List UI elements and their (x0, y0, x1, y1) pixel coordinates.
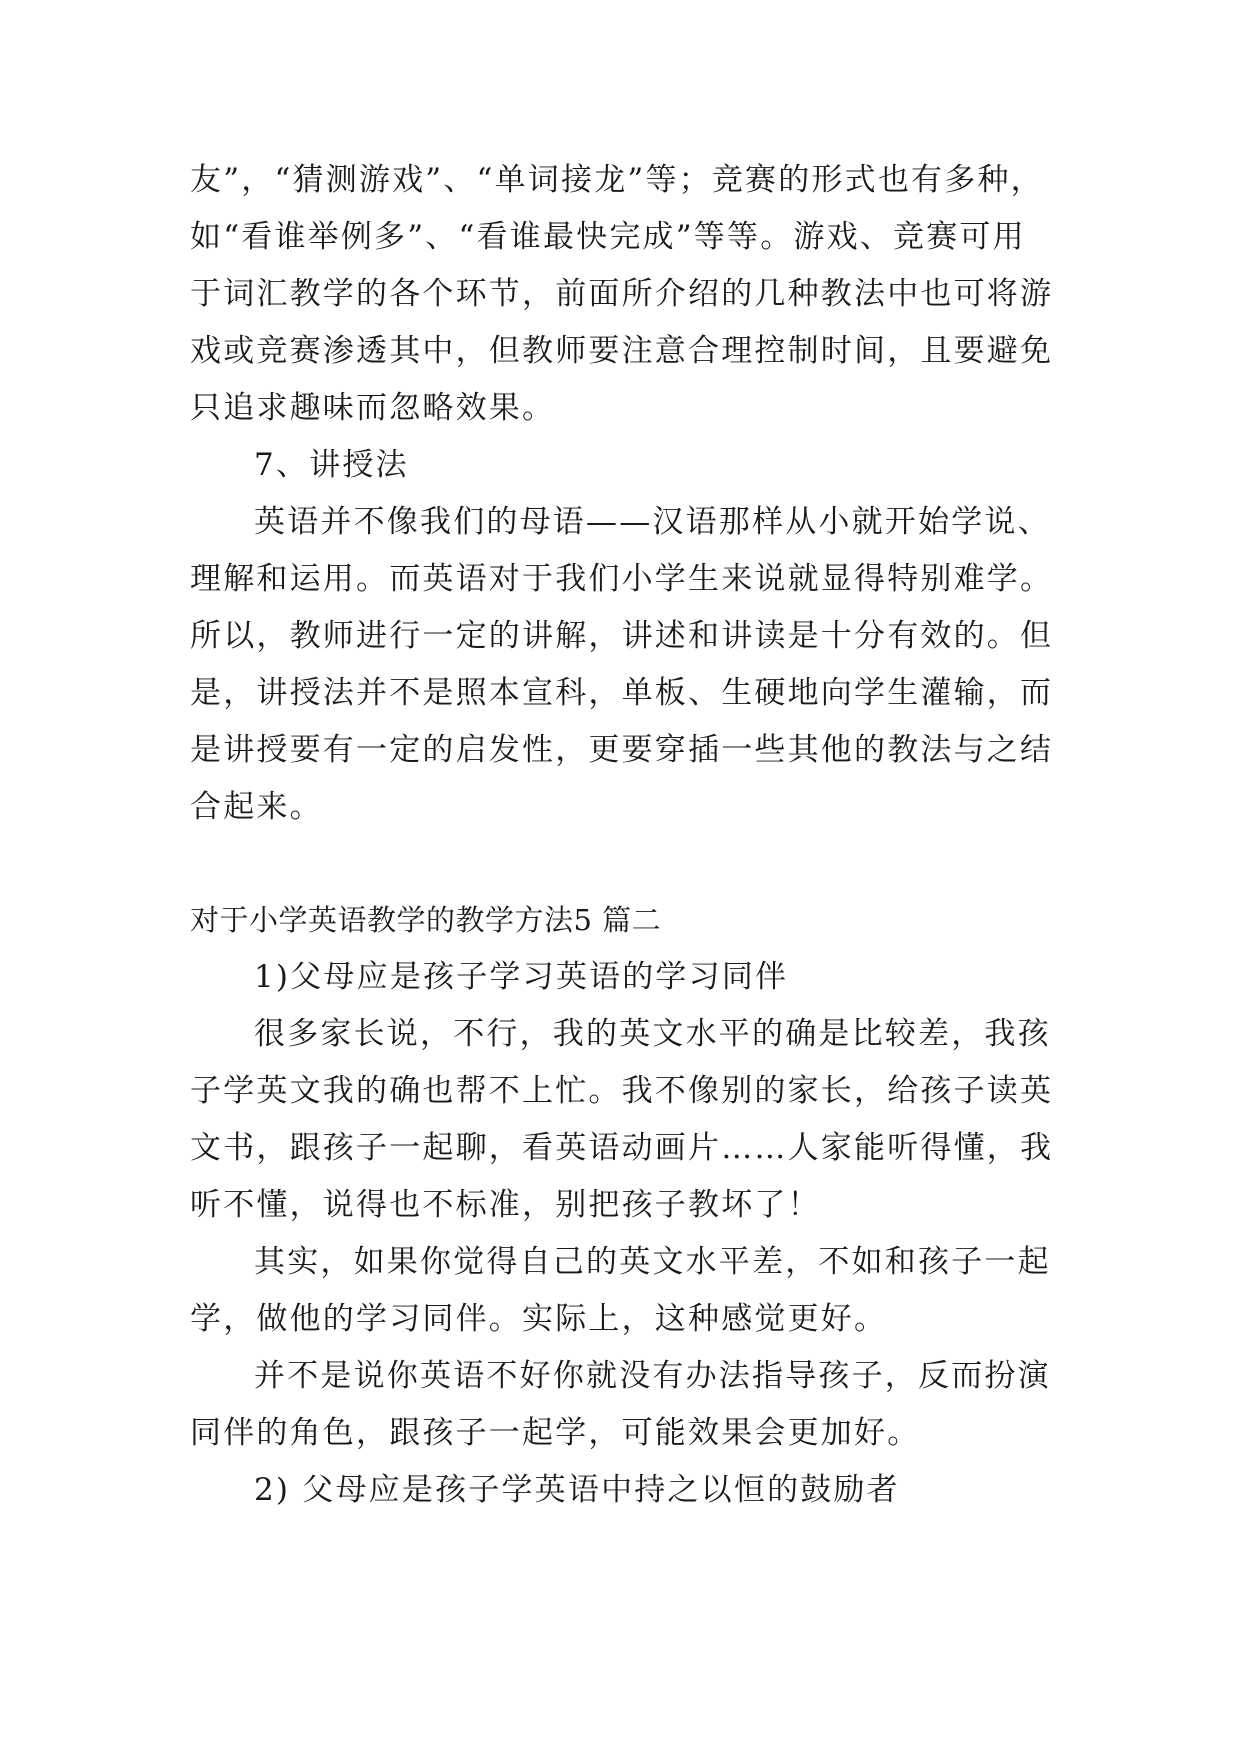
text-line: 只追求趣味而忽略效果。 (190, 390, 556, 426)
text-line: 戏或竞赛渗透其中，但教师要注意合理控制时间，且要避免 (190, 333, 1054, 369)
text-line: 理解和运用。而英语对于我们小学生来说就显得特别难学。 (190, 561, 1054, 597)
text-line: 所以，教师进行一定的讲解，讲述和讲读是十分有效的。但 (190, 618, 1054, 654)
text-line: 如“看谁举例多”、“看谁最快完成”等等。游戏、竞赛可用 (190, 219, 1026, 255)
text-line: 于词汇教学的各个环节，前面所介绍的几种教法中也可将游 (190, 276, 1054, 312)
section-title: 7、讲授法 (254, 447, 409, 483)
text-line: 学，做他的学习同伴。实际上，这种感觉更好。 (190, 1301, 888, 1337)
text-line: 英语并不像我们的母语——汉语那样从小就开始学说、 (254, 504, 1051, 540)
text-line: 同伴的角色，跟孩子一起学，可能效果会更加好。 (190, 1415, 921, 1451)
text-line: 友”，“猜测游戏”、“单词接龙”等；竞赛的形式也有多种， (190, 162, 1044, 198)
text-line: 是讲授要有一定的启发性，更要穿插一些其他的教法与之结 (190, 732, 1054, 768)
item-title: 1)父母应是孩子学习英语的学习同伴 (254, 959, 789, 995)
text-line: 其实，如果你觉得自己的英文水平差，不如和孩子一起 (254, 1244, 1051, 1280)
text-line: 合起来。 (190, 789, 323, 825)
text-line: 文书，跟孩子一起聊，看英语动画片……人家能听得懂，我 (190, 1130, 1054, 1166)
item-title: 2) 父母应是孩子学英语中持之以恒的鼓励者 (254, 1472, 900, 1508)
text-line: 并不是说你英语不好你就没有办法指导孩子，反而扮演 (254, 1358, 1051, 1394)
text-line: 是，讲授法并不是照本宣科，单板、生硬地向学生灌输，而 (190, 675, 1054, 711)
text-line: 子学英文我的确也帮不上忙。我不像别的家长，给孩子读英 (190, 1073, 1054, 1109)
section-heading: 对于小学英语教学的教学方法5 篇二 (190, 903, 662, 937)
text-line: 听不懂，说得也不标准，别把孩子教坏了！ (190, 1187, 821, 1223)
text-line: 很多家长说，不行，我的英文水平的确是比较差，我孩 (254, 1016, 1051, 1052)
